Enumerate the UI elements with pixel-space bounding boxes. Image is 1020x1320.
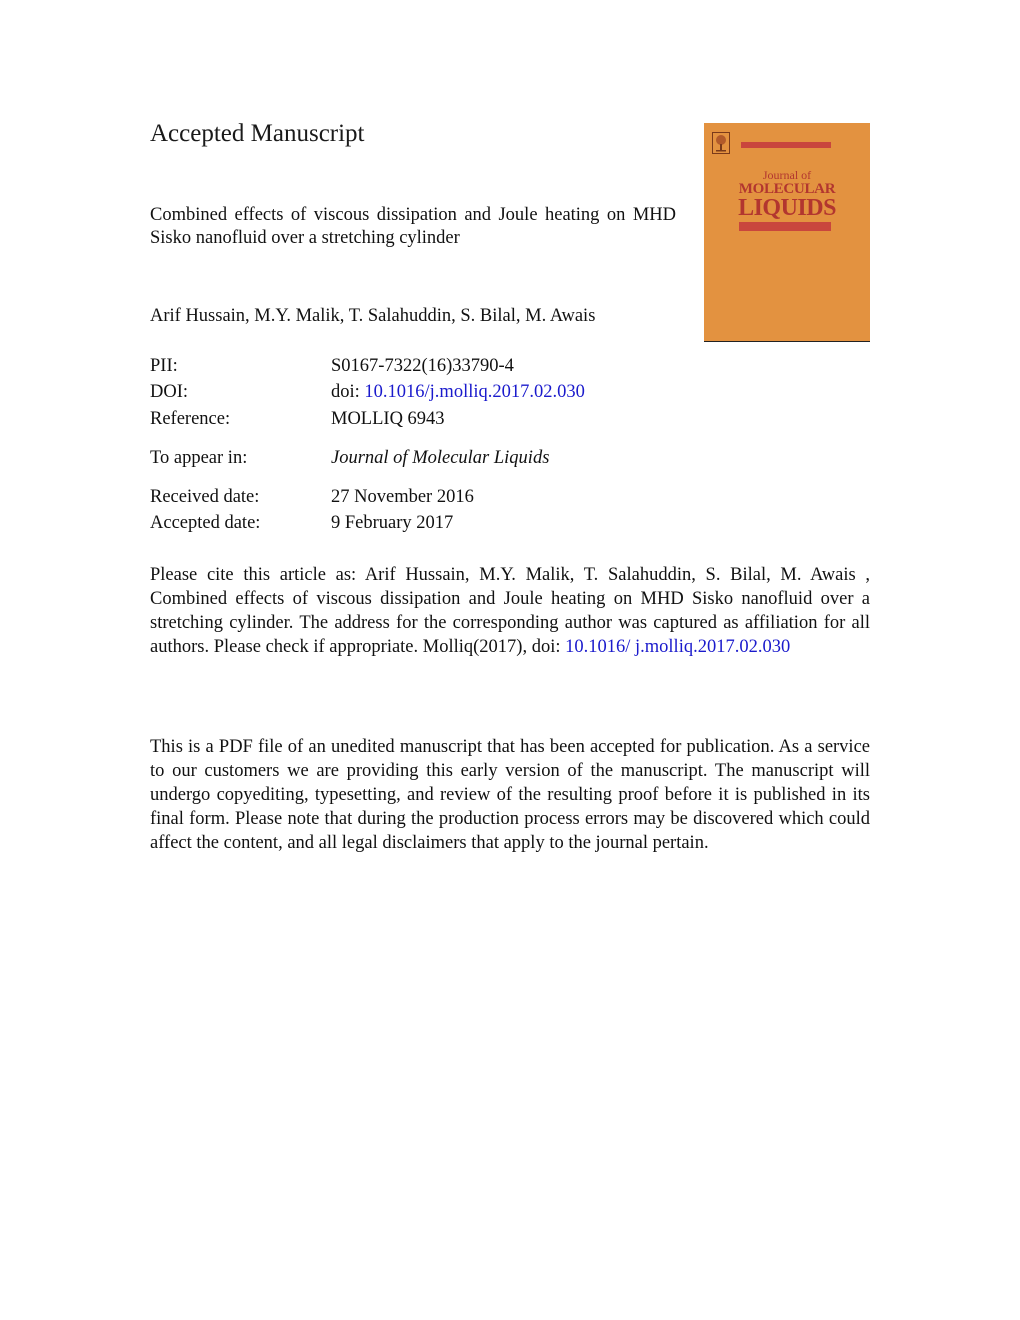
pii-value: S0167-7322(16)33790-4: [331, 356, 514, 376]
appear-value: Journal of Molecular Liquids: [331, 448, 550, 468]
citation-text: Please cite this article as: Arif Hussain, M.Y. Malik, T. Salahuddin, S. Bilal, M. Awais , Combined effects of viscous dissipation and Joule heating on MHD Sisko nanofluid over a stretching cylinder. The address for the corresponding author was captured as affiliation for all authors. Please check if appropriate. Molliq(2017), doi:: [150, 565, 870, 657]
cover-journal-of: Journal of: [762, 168, 812, 182]
pii-label: PII:: [150, 356, 178, 376]
citation-paragraph: [150, 563, 870, 659]
citation-doi-link[interactable]: 10.1016/ j.molliq.2017.02.030: [565, 637, 791, 657]
received-value: 27 November 2016: [331, 487, 474, 507]
cover-liquids: LIQUIDS: [738, 195, 836, 221]
journal-cover: [704, 123, 870, 342]
cover-top-bar: [741, 142, 831, 148]
elsevier-tree-icon: [712, 132, 730, 154]
manuscript-notice: This is a PDF file of an unedited manuscript that has been accepted for publication. As a service to our customers we are providing this early version of the manuscript. The manuscript will undergo copyediting, typesetting, and review of the resulting proof before it is published in its final form. Please note that during the production process errors may be discovered which could affect the content, and all legal disclaimers that apply to the journal pertain.: [150, 737, 870, 853]
article-title: Combined effects of viscous dissipation and Joule heating on MHD Sisko nanofluid over a stretching cylinder: [150, 205, 676, 248]
doi-value: [331, 380, 585, 404]
cover-bottom-bar: [739, 222, 831, 231]
reference-label: Reference:: [150, 409, 231, 429]
accepted-value: 9 February 2017: [331, 513, 454, 533]
doi-label: DOI:: [150, 382, 189, 402]
doi-link[interactable]: 10.1016/j.molliq.2017.02.030: [364, 382, 585, 402]
reference-value: MOLLIQ 6943: [331, 409, 445, 429]
page-heading: Accepted Manuscript: [150, 120, 365, 147]
doi-prefix: doi:: [331, 382, 360, 402]
accepted-label: Accepted date:: [150, 513, 261, 533]
cover-molecular: MOLECULAR: [738, 181, 836, 197]
appear-label: To appear in:: [150, 448, 248, 468]
received-label: Received date:: [150, 487, 260, 507]
author-list: Arif Hussain, M.Y. Malik, T. Salahuddin, S. Bilal, M. Awais: [150, 306, 596, 326]
